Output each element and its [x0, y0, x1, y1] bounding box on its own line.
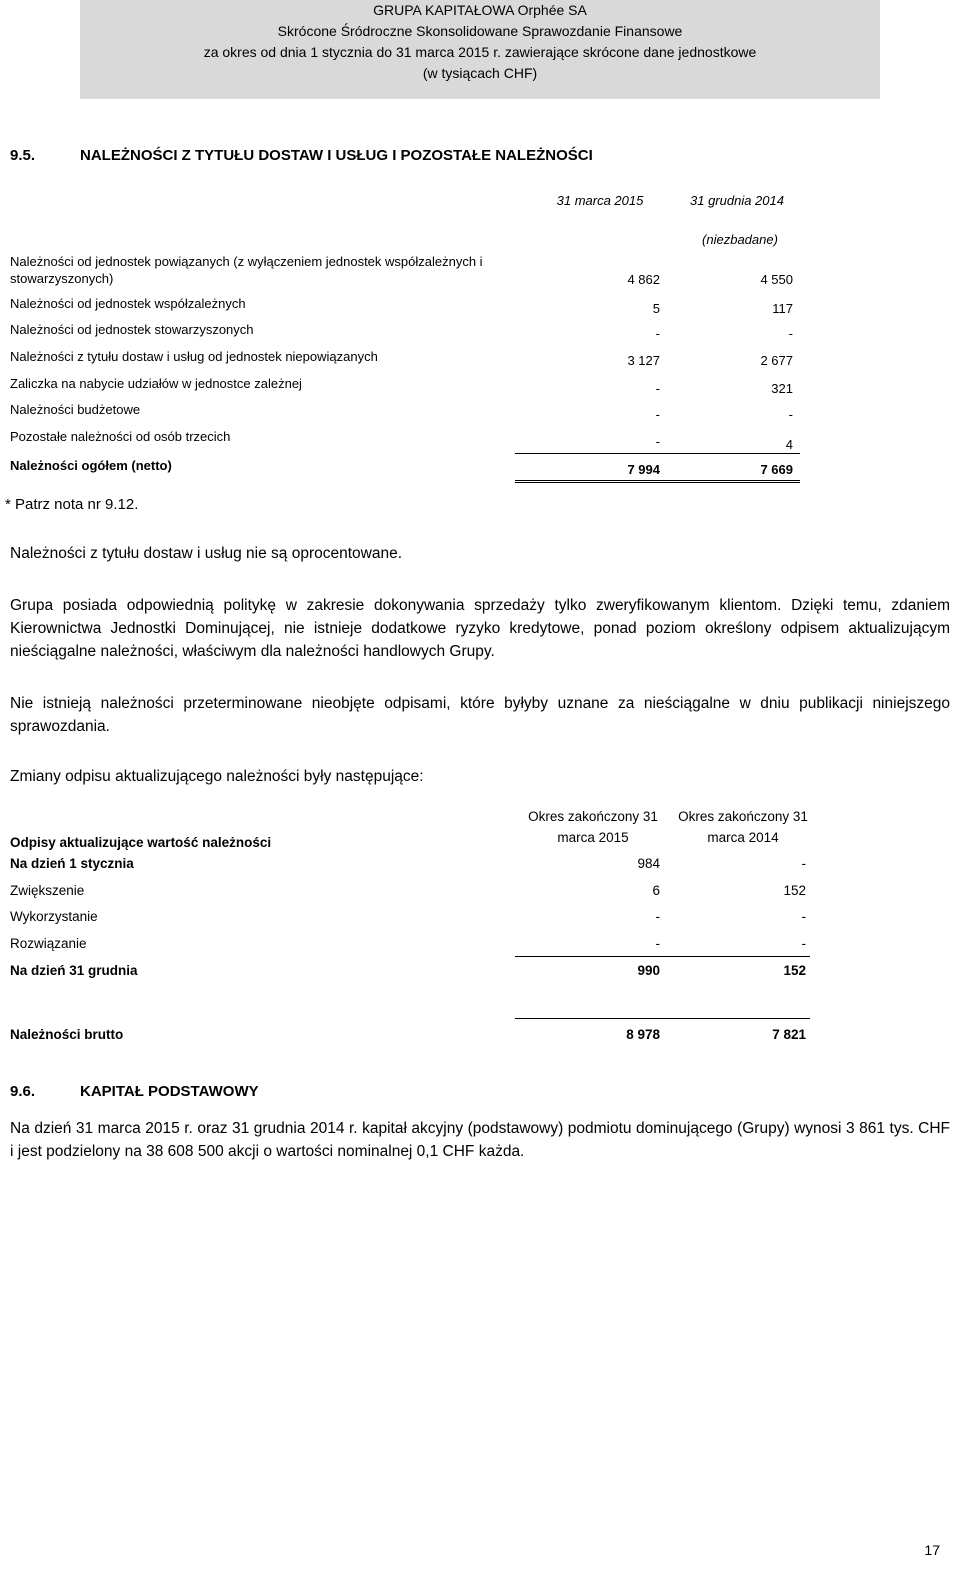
section-number-9-6: 9.6.	[10, 1083, 36, 1100]
row-value-2014: 321	[771, 381, 793, 396]
subtotal-line	[515, 956, 810, 957]
col-header-line: Okres zakończony 31	[528, 809, 658, 824]
row-value-2015: 5	[652, 301, 660, 316]
paragraph-credit-policy: Grupa posiada odpowiednią politykę w zakresie dokonywania sprzedaży tylko zweryfikowanym klientom. Dzięki temu, zdaniem Kierownictwa Jednostki Dominującej, nie istnieje dodatkowe ryzyko kredytowe, ponad poziom określony odpisem aktualizującym nieściągalne należności, właściwym dla należności handlowych Grupy.	[10, 597, 950, 660]
table-row: Należności z tytułu dostaw i usług od jednostek niepowiązanych	[10, 349, 378, 364]
brutto-value-2014: 7 821	[772, 1027, 806, 1042]
footnote: * Patrz nota nr 9.12.	[5, 496, 139, 513]
allowance-row-label: Rozwiązanie	[10, 936, 87, 951]
allowance-value-2014: -	[801, 936, 806, 951]
header-period: za okres od dnia 1 stycznia do 31 marca 2015 r. zawierające skrócone dane jednostkowe	[203, 44, 757, 60]
row-label: Należności od jednostek powiązanych (z wyłączeniem jednostek współzależnych i	[10, 254, 483, 269]
allowance-row-label: Na dzień 1 stycznia	[10, 856, 134, 871]
row-value-2015: 4 862	[627, 272, 660, 287]
table-row: Pozostałe należności od osób trzecich	[10, 429, 231, 444]
allowance-row-label: Wykorzystanie	[10, 909, 98, 924]
allowance-value-2014: 152	[783, 963, 806, 978]
subtotal-line	[515, 453, 800, 454]
table-row: Należności od jednostek współzależnych	[10, 296, 246, 311]
row-label: stowarzyszonych)	[10, 271, 114, 286]
section-title-receivables: NALEŻNOŚCI Z TYTUŁU DOSTAW I USŁUG I POZOSTAŁE NALEŻNOŚCI	[80, 147, 593, 164]
paragraph-share-capital: Na dzień 31 marca 2015 r. oraz 31 grudnia 2014 r. kapitał akcyjny (podstawowy) podmiotu dominującego (Grupy) wynosi 3 861 tys. CHF i jest podzielony na 38 608 500 akcji o wartości nominalnej 0,1 CHF każda.	[10, 1120, 950, 1160]
col-header-line: marca 2014	[707, 830, 779, 845]
total-value-2015: 7 994	[627, 462, 660, 477]
allowance-value-2014: 152	[783, 883, 806, 898]
table-row: Zaliczka na nabycie udziałów w jednostce zależnej	[10, 376, 302, 391]
allowance-table-title: Odpisy aktualizujące wartość należności	[10, 835, 272, 850]
col-header-2014	[668, 806, 818, 848]
brutto-value-2015: 8 978	[626, 1027, 660, 1042]
row-value-2014: 2 677	[760, 353, 793, 368]
allowance-value-2015: 990	[637, 963, 660, 978]
allowance-row-label: Na dzień 31 grudnia	[10, 963, 138, 978]
brutto-top-line	[515, 1018, 810, 1019]
row-value-2014: 117	[772, 301, 793, 316]
section-number-9-5: 9.5.	[10, 147, 36, 164]
header-company: GRUPA KAPITAŁOWA Orphée SA	[373, 2, 587, 18]
document-header	[80, 0, 880, 99]
header-currency: (w tysiącach CHF)	[422, 65, 538, 81]
total-label: Należności ogółem (netto)	[10, 458, 172, 473]
col-note-unaudited: (niezbadane)	[702, 232, 778, 247]
col-header-2015	[518, 806, 668, 848]
allowance-value-2015: -	[655, 936, 660, 951]
row-value-2015: -	[655, 326, 660, 341]
allowance-row-label: Zwiększenie	[10, 883, 85, 898]
allowance-value-2014: -	[801, 856, 806, 871]
table-row	[10, 253, 483, 287]
col-header-dec-2014: 31 grudnia 2014	[690, 193, 784, 208]
allowance-value-2015: 6	[652, 883, 660, 898]
table-row: Należności budżetowe	[10, 402, 141, 417]
row-value-2014: 4	[785, 437, 793, 452]
paragraph-allowance-intro: Zmiany odpisu aktualizującego należności były następujące:	[10, 768, 424, 785]
section-title-share-capital: KAPITAŁ PODSTAWOWY	[80, 1083, 259, 1100]
row-value-2014: 4 550	[760, 272, 793, 287]
allowance-value-2014: -	[801, 909, 806, 924]
brutto-label: Należności brutto	[10, 1027, 124, 1042]
table-row: Należności od jednostek stowarzyszonych	[10, 322, 254, 337]
row-value-2015: -	[655, 407, 660, 422]
row-value-2015: -	[655, 434, 660, 449]
paragraph-overdue: Nie istnieją należności przeterminowane nieobjęte odpisami, które byłyby uznane za nieściągalne w dniu publikacji niniejszego sprawozdania.	[10, 695, 950, 735]
col-header-line: marca 2015	[557, 830, 629, 845]
page-number: 17	[924, 1542, 940, 1558]
paragraph-interest: Należności z tytułu dostaw i usług nie są oprocentowane.	[10, 545, 403, 562]
row-value-2014: -	[788, 407, 793, 422]
total-double-underline	[515, 480, 800, 483]
row-value-2015: -	[655, 381, 660, 396]
total-value-2014: 7 669	[760, 462, 793, 477]
row-value-2014: -	[788, 326, 793, 341]
col-header-line: Okres zakończony 31	[678, 809, 808, 824]
allowance-value-2015: -	[655, 909, 660, 924]
col-header-mar-2015: 31 marca 2015	[556, 193, 644, 208]
row-value-2015: 3 127	[627, 353, 660, 368]
header-report-title: Skrócone Śródroczne Skonsolidowane Sprawozdanie Finansowe	[277, 23, 683, 39]
allowance-value-2015: 984	[637, 856, 660, 871]
